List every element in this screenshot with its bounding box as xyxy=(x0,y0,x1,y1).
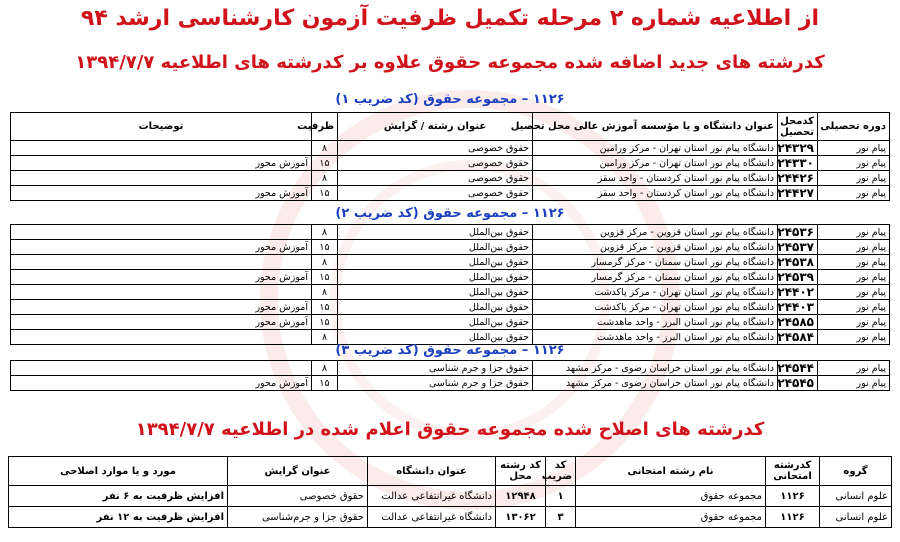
cell-university: دانشگاه پیام نور استان کردستان - واحد سقز xyxy=(533,171,778,186)
cell-capacity: ۸ xyxy=(312,171,338,186)
cell-notes xyxy=(11,255,312,270)
table-row xyxy=(11,240,890,255)
cell-code: ۲۴۵۳۷ xyxy=(778,240,818,255)
table-row xyxy=(11,141,890,156)
cell-specialty: حقوق خصوصی xyxy=(228,486,368,507)
cell-change: افزایش ظرفیت به ۱۲ نفر xyxy=(9,507,228,528)
cell-period: پیام نور xyxy=(818,141,890,156)
cell-field: حقوق بین‌الملل xyxy=(338,315,533,330)
cell-code: ۲۴۵۳۸ xyxy=(778,255,818,270)
cell-code: ۲۴۴۲۶ xyxy=(778,171,818,186)
corr-header-university: عنوان دانشگاه xyxy=(368,457,496,486)
cell-notes xyxy=(11,361,312,376)
cell-field: حقوق بین‌الملل xyxy=(338,285,533,300)
cell-capacity: ۸ xyxy=(312,330,338,345)
table-row xyxy=(11,315,890,330)
cell-period: پیام نور xyxy=(818,156,890,171)
cell-university: دانشگاه پیام نور استان البرز - واحد ماهدشت xyxy=(533,315,778,330)
cell-place-code: ۱۲۹۴۸ xyxy=(496,486,546,507)
cell-code: ۲۴۵۸۵ xyxy=(778,315,818,330)
cell-code: ۲۴۵۳۹ xyxy=(778,270,818,285)
header-notes: توضیحات xyxy=(11,113,312,141)
cell-notes: آموزش محور xyxy=(11,270,312,285)
cell-capacity: ۱۵ xyxy=(312,315,338,330)
cell-field: حقوق خصوصی xyxy=(338,171,533,186)
group-title-1: ۱۱۲۶ – مجموعه حقوق (کد ضریب ۱) xyxy=(335,92,565,107)
cell-exam-code: ۱۱۲۶ xyxy=(766,507,820,528)
cell-group: علوم انسانی xyxy=(820,486,892,507)
cell-university: دانشگاه پیام نور استان سمنان - مرکز گرمسار xyxy=(533,270,778,285)
cell-capacity: ۱۵ xyxy=(312,156,338,171)
cell-university: دانشگاه پیام نور استان تهران - مرکز ورامین xyxy=(533,156,778,171)
cell-university: دانشگاه غیرانتفاعی عدالت xyxy=(368,486,496,507)
cell-period: پیام نور xyxy=(818,361,890,376)
cell-coef: ۱ xyxy=(546,486,576,507)
cell-university: دانشگاه پیام نور استان کردستان - واحد سقز xyxy=(533,186,778,201)
cell-capacity: ۱۵ xyxy=(312,300,338,315)
cell-notes: آموزش محور xyxy=(11,156,312,171)
table-row xyxy=(11,225,890,240)
cell-code: ۲۴۵۴۵ xyxy=(778,376,818,391)
cell-code: ۲۴۵۴۴ xyxy=(778,361,818,376)
cell-place-code: ۱۳۰۶۲ xyxy=(496,507,546,528)
cell-notes: آموزش محور xyxy=(11,376,312,391)
header-period: دوره تحصیلی xyxy=(818,113,890,141)
table-row xyxy=(11,285,890,300)
cell-field: حقوق بین‌الملل xyxy=(338,240,533,255)
cell-group: علوم انسانی xyxy=(820,507,892,528)
cell-period: پیام نور xyxy=(818,300,890,315)
cell-capacity: ۸ xyxy=(312,255,338,270)
cell-notes xyxy=(11,225,312,240)
group-table-1 xyxy=(10,112,890,201)
cell-university: دانشگاه پیام نور استان تهران - مرکز پاکدشت xyxy=(533,285,778,300)
header-university: عنوان دانشگاه و یا مؤسسه آموزش عالی محل تحصیل xyxy=(533,113,778,141)
cell-period: پیام نور xyxy=(818,171,890,186)
cell-code: ۲۴۳۳۰ xyxy=(778,156,818,171)
cell-coef: ۳ xyxy=(546,507,576,528)
cell-change: افزایش ظرفیت به ۶ نفر xyxy=(9,486,228,507)
cell-code: ۲۴۵۳۶ xyxy=(778,225,818,240)
cell-field: حقوق خصوصی xyxy=(338,156,533,171)
cell-code: ۲۴۴۰۳ xyxy=(778,300,818,315)
cell-exam-name: مجموعه حقوق xyxy=(576,486,766,507)
table-row xyxy=(11,156,890,171)
cell-field: حقوق بین‌الملل xyxy=(338,300,533,315)
cell-field: حقوق بین‌الملل xyxy=(338,255,533,270)
table-row xyxy=(11,186,890,201)
group-table-3 xyxy=(10,360,890,391)
table-row xyxy=(11,361,890,376)
corr-header-coef: کد ضریب xyxy=(546,457,576,486)
cell-field: حقوق بین‌الملل xyxy=(338,225,533,240)
cell-field: حقوق بین‌الملل xyxy=(338,330,533,345)
corr-header-place-code: کد رشته محل xyxy=(496,457,546,486)
cell-period: پیام نور xyxy=(818,315,890,330)
table-row xyxy=(11,171,890,186)
header-code: کدمحل تحصیل xyxy=(778,113,818,141)
cell-university: دانشگاه پیام نور استان سمنان - مرکز گرمسار xyxy=(533,255,778,270)
cell-notes: آموزش محور xyxy=(11,300,312,315)
corr-header-change: مورد و یا موارد اصلاحی xyxy=(9,457,228,486)
cell-specialty: حقوق جزا و جرم‌شناسی xyxy=(228,507,368,528)
cell-field: حقوق خصوصی xyxy=(338,186,533,201)
group-title-3: ۱۱۲۶ – مجموعه حقوق (کد ضریب ۳) xyxy=(335,343,565,358)
cell-field: حقوق خصوصی xyxy=(338,141,533,156)
table-row xyxy=(11,255,890,270)
cell-notes xyxy=(11,141,312,156)
corrections-title: کدرشته های اصلاح شده مجموعه حقوق اعلام شده در اطلاعیه ۱۳۹۴/۷/۷ xyxy=(135,419,765,440)
cell-field: حقوق جزا و جرم شناسی xyxy=(338,361,533,376)
cell-code: ۲۴۴۲۷ xyxy=(778,186,818,201)
cell-capacity: ۱۵ xyxy=(312,186,338,201)
cell-capacity: ۱۵ xyxy=(312,376,338,391)
cell-exam-name: مجموعه حقوق xyxy=(576,507,766,528)
cell-field: حقوق بین‌الملل xyxy=(338,270,533,285)
cell-period: پیام نور xyxy=(818,225,890,240)
cell-university: دانشگاه پیام نور استان خراسان رضوی - مرکز مشهد xyxy=(533,376,778,391)
cell-university: دانشگاه پیام نور استان البرز - واحد ماهدشت xyxy=(533,330,778,345)
cell-notes xyxy=(11,171,312,186)
cell-university: دانشگاه پیام نور استان قزوین - مرکز قزوین xyxy=(533,240,778,255)
cell-capacity: ۱۵ xyxy=(312,240,338,255)
table-row xyxy=(9,507,892,528)
cell-period: پیام نور xyxy=(818,186,890,201)
cell-notes: آموزش محور xyxy=(11,240,312,255)
header-capacity: ظرفیت xyxy=(312,113,338,141)
cell-notes: آموزش محور xyxy=(11,315,312,330)
cell-university: دانشگاه پیام نور استان قزوین - مرکز قزوین xyxy=(533,225,778,240)
cell-period: پیام نور xyxy=(818,255,890,270)
group-title-2: ۱۱۲۶ – مجموعه حقوق (کد ضریب ۲) xyxy=(335,206,565,221)
corr-header-group: گروه xyxy=(820,457,892,486)
cell-capacity: ۸ xyxy=(312,141,338,156)
cell-period: پیام نور xyxy=(818,270,890,285)
table-row xyxy=(11,270,890,285)
cell-university: دانشگاه غیرانتفاعی عدالت xyxy=(368,507,496,528)
cell-university: دانشگاه پیام نور استان تهران - مرکز پاکدشت xyxy=(533,300,778,315)
cell-code: ۲۴۳۲۹ xyxy=(778,141,818,156)
cell-capacity: ۸ xyxy=(312,225,338,240)
cell-capacity: ۱۵ xyxy=(312,270,338,285)
corr-header-specialty: عنوان گرایش xyxy=(228,457,368,486)
cell-period: پیام نور xyxy=(818,330,890,345)
cell-capacity: ۸ xyxy=(312,285,338,300)
group-table-2 xyxy=(10,224,890,345)
cell-period: پیام نور xyxy=(818,240,890,255)
corr-header-exam-code: کدرشته امتحانی xyxy=(766,457,820,486)
table-row xyxy=(11,300,890,315)
table-row xyxy=(11,376,890,391)
cell-university: دانشگاه پیام نور استان تهران - مرکز ورامین xyxy=(533,141,778,156)
cell-period: پیام نور xyxy=(818,285,890,300)
cell-code: ۲۴۴۰۲ xyxy=(778,285,818,300)
cell-notes xyxy=(11,285,312,300)
main-title: از اطلاعیه شماره ۲ مرحله تکمیل ظرفیت آزمون کارشناسی ارشد ۹۴ xyxy=(80,6,820,31)
cell-period: پیام نور xyxy=(818,376,890,391)
cell-capacity: ۸ xyxy=(312,361,338,376)
cell-code: ۲۴۵۸۴ xyxy=(778,330,818,345)
cell-notes: آموزش محور xyxy=(11,186,312,201)
corrections-table xyxy=(8,456,892,528)
cell-university: دانشگاه پیام نور استان خراسان رضوی - مرکز مشهد xyxy=(533,361,778,376)
table-row xyxy=(9,486,892,507)
header-field: عنوان رشته / گرایش xyxy=(338,113,533,141)
cell-field: حقوق جزا و جرم شناسی xyxy=(338,376,533,391)
sub-title: کدرشته های جدید اضافه شده مجموعه حقوق علاوه بر کدرشته های اطلاعیه ۱۳۹۴/۷/۷ xyxy=(75,52,825,73)
cell-exam-code: ۱۱۲۶ xyxy=(766,486,820,507)
corr-header-exam-name: نام رشته امتحانی xyxy=(576,457,766,486)
